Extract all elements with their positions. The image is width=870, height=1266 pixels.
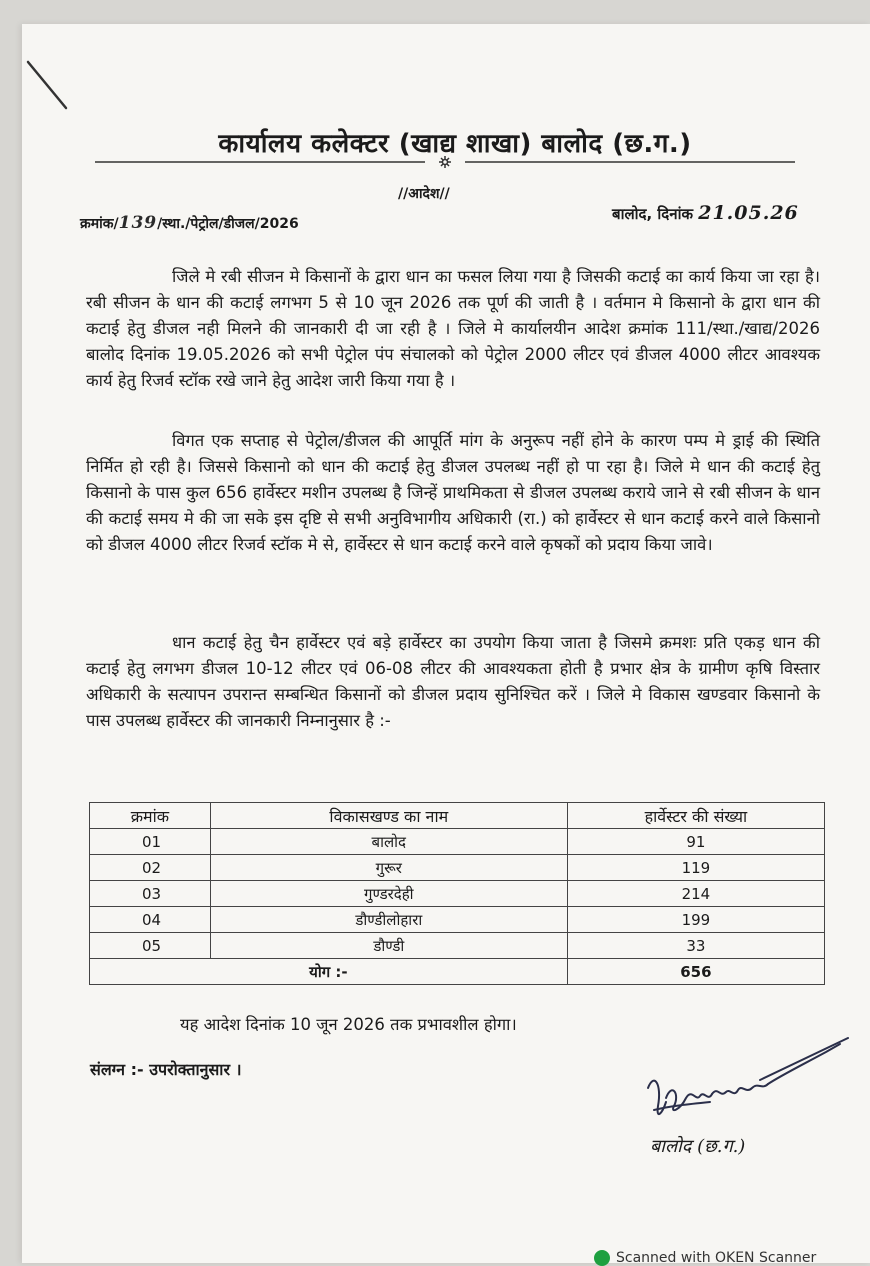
cell-block-name: डौण्डी xyxy=(210,933,567,959)
total-value: 656 xyxy=(567,959,824,985)
place-date-label: बालोद, दिनांक xyxy=(612,205,693,223)
table-row xyxy=(90,855,825,881)
cell-harvester-count: 33 xyxy=(567,933,824,959)
reference-number xyxy=(80,213,299,233)
handwritten-date: 21.05.26 xyxy=(698,202,799,224)
paragraph-2-text: विगत एक सप्ताह से पेट्रोल/डीजल की आपूर्ति मांग के अनुरूप नहीं होने के कारण पम्प मे ड्राई की स्थिति निर्मित हो रही है। जिससे किसानो को धान की कटाई हेतु डीजल उपलब्ध नहीं हो पा रहा है। जिले मे धान की कटाई हेतु किसानो के पास कुल 656 हार्वेस्टर मशीन उपलब्ध है जिन्हें प्राथमिकता से डीजल उपलब्ध कराये जाने से रबी सीजन के धान की कटाई समय मे की जा सके इस दृष्टि से सभी अनुविभागीय अधिकारी (रा.) को हार्वेस्टर से धान कटाई करने वाले किसानो को डीजल 4000 लीटर रिजर्व स्टॉक मे से, हार्वेस्टर से धान कटाई करने वाले कृषकों को प्रदाय किया जावे। xyxy=(86,431,820,554)
reference-prefix: क्रमांक/ xyxy=(80,216,119,232)
table-row xyxy=(90,829,825,855)
scanner-logo-icon xyxy=(594,1250,610,1266)
office-title: कार्यालय कलेक्टर (खाद्य शाखा) बालोद (छ.ग.) xyxy=(218,129,692,159)
cell-serial: 01 xyxy=(90,829,211,855)
cell-harvester-count: 214 xyxy=(567,881,824,907)
cell-serial: 05 xyxy=(90,933,211,959)
cell-harvester-count: 119 xyxy=(567,855,824,881)
harvester-table xyxy=(89,802,825,985)
cell-block-name: गुरूर xyxy=(210,855,567,881)
cell-block-name: डौण्डीलोहारा xyxy=(210,907,567,933)
paragraph-1 xyxy=(86,264,820,394)
paragraph-2 xyxy=(86,428,820,558)
header-block-name: विकासखण्ड का नाम xyxy=(210,803,567,829)
header-harvester-count: हार्वेस्टर की संख्या xyxy=(567,803,824,829)
scanner-watermark-text: Scanned with OKEN Scanner xyxy=(616,1250,817,1266)
enclosure-note: संलग्न :- उपरोक्तानुसार । xyxy=(90,1060,242,1079)
scanner-watermark xyxy=(594,1250,816,1266)
pen-stroke-mark xyxy=(26,60,76,116)
paragraph-3 xyxy=(86,630,820,734)
header-serial: क्रमांक xyxy=(90,803,211,829)
paragraph-1-text: जिले मे रबी सीजन मे किसानों के द्वारा धान का फसल लिया गया है जिसकी कटाई का कार्य किया जा रहा है। रबी सीजन के धान की कटाई लगभग 5 से 10 जून 2026 तक पूर्ण की जाती है । वर्तमान मे किसानो के द्वारा धान की कटाई हेतु डीजल नही मिलने की जानकारी दी जा रही है । जिले मे कार्यालयीन आदेश क्रमांक 111/स्था./खाद्य/2026 बालोद दिनांक 19.05.2026 को सभी पेट्रोल पंप संचालको को पेट्रोल 2000 लीटर एवं डीजल 4000 लीटर आवश्यक कार्य हेतु रिजर्व स्टॉक रखे जाने हेतु आदेश जारी किया गया है । xyxy=(86,267,820,390)
table-row xyxy=(90,881,825,907)
cell-serial: 02 xyxy=(90,855,211,881)
cell-harvester-count: 199 xyxy=(567,907,824,933)
cell-serial: 04 xyxy=(90,907,211,933)
signatory-place: बालोद (छ.ग.) xyxy=(650,1136,746,1157)
table-row xyxy=(90,907,825,933)
validity-statement: यह आदेश दिनांक 10 जून 2026 तक प्रभावशील होगा। xyxy=(180,1015,517,1034)
cell-block-name: गुण्डरदेही xyxy=(210,881,567,907)
table-row xyxy=(90,933,825,959)
total-label: योग :- xyxy=(90,959,568,985)
order-heading: //आदेश// xyxy=(398,186,450,202)
reference-suffix: /स्था./पेट्रोल/डीजल/2026 xyxy=(157,216,299,232)
paragraph-3-text: धान कटाई हेतु चैन हार्वेस्टर एवं बड़े हार्वेस्टर का उपयोग किया जाता है जिसमे क्रमशः प्रति एकड़ धान की कटाई हेतु लगभग डीजल 10-12 लीटर एवं 06-08 लीटर की आवश्यकता होती है प्रभार क्षेत्र के ग्रामीण कृषि विस्तार अधिकारी के सत्यापन उपरान्त सम्बन्धित किसानों को डीजल प्रदाय सुनिश्चित करें । जिले मे विकास खण्डवार किसानो के पास उपलब्ध हार्वेस्टर की जानकारी निम्नानुसार है :- xyxy=(86,633,820,730)
signature-image xyxy=(640,1032,850,1142)
cell-harvester-count: 91 xyxy=(567,829,824,855)
handwritten-reference-no: 139 xyxy=(118,213,158,233)
title-divider xyxy=(95,156,795,168)
cell-block-name: बालोद xyxy=(210,829,567,855)
table-header-row xyxy=(90,803,825,829)
table-total-row xyxy=(90,959,825,985)
cell-serial: 03 xyxy=(90,881,211,907)
place-and-date xyxy=(612,202,799,224)
